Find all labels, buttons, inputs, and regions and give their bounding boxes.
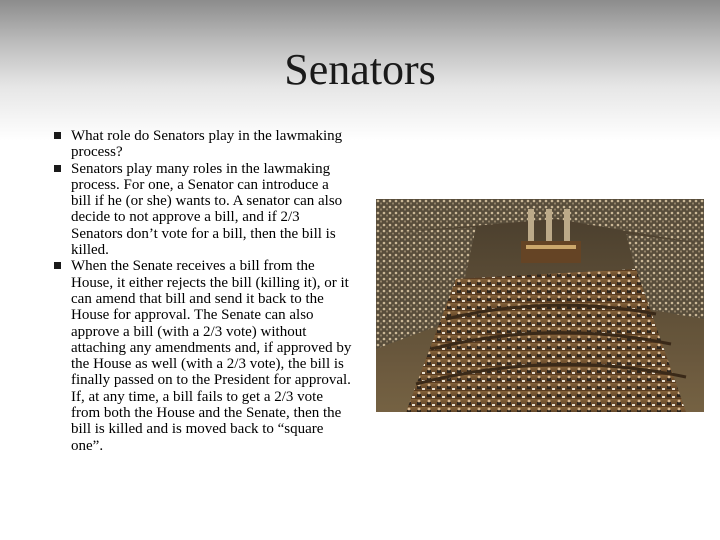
bullet-text: Senators play many roles in the lawmaking process. For one, a Senator can introduce a bill if he (or she) wants to. A senator can also decide to not approve a bill, and if 2/3 Senators don’t vote for a bill, then the bill is killed. bbox=[71, 160, 343, 259]
warm-light bbox=[376, 199, 704, 412]
bullet-item bbox=[52, 161, 352, 259]
bullet-list bbox=[52, 128, 352, 454]
bullet-text: What role do Senators play in the lawmaking process? bbox=[71, 128, 343, 161]
bullet-item bbox=[52, 128, 352, 161]
senate-chamber-photo bbox=[376, 199, 704, 412]
square-bullet-icon bbox=[54, 262, 61, 269]
square-bullet-icon bbox=[54, 165, 61, 172]
bullet-text: When the Senate receives a bill from the House, it either rejects the bill (killing it), or it can amend that bill and send it back to the House for approval. The Senate can also approve a bill (with a 2/3 vote) without attaching any amendments and, if approved by the House as well (with a 2/3 vote), the bill is finally passed on to the President for approval. If, at any time, a bill fails to get a 2/3 vote from both the House and the Senate, then the bill is killed and is moved back to “square one”. bbox=[71, 258, 352, 454]
senate-chamber-illustration bbox=[376, 199, 704, 412]
bullet-item bbox=[52, 258, 352, 454]
slide-title: Senators bbox=[284, 45, 436, 94]
square-bullet-icon bbox=[54, 132, 61, 139]
